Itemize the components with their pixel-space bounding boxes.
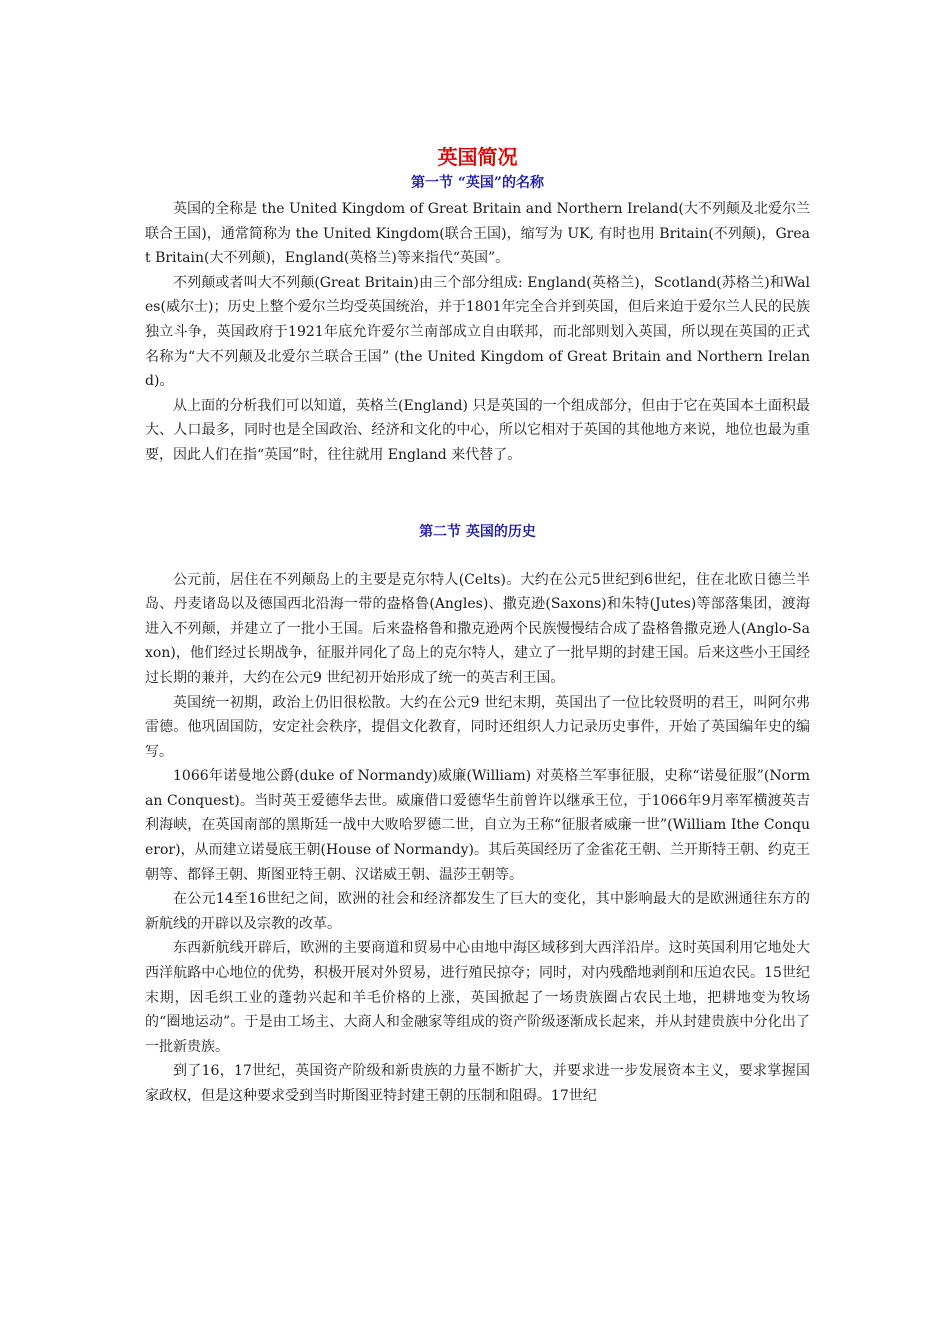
section-2-paragraph-6: 到了16，17世纪，英国资产阶级和新贵族的力量不断扩大，并要求进一步发展资本主义，要求掌握国家政权，但是这种要求受到当时斯图亚特封建王朝的压制和阻碍。17世纪 bbox=[145, 1063, 810, 1104]
document-body bbox=[145, 143, 810, 1109]
section-1-heading: 第一节 “英国”的名称 bbox=[411, 175, 544, 191]
section-2-paragraph-5: 东西新航线开辟后，欧洲的主要商道和贸易中心由地中海区域移到大西洋沿岸。这时英国利用它地处大西洋航路中心地位的优势，积极开展对外贸易，进行殖民掠夺；同时，对内残酷地剥削和压迫农民。15世纪末期，因毛织工业的蓬勃兴起和羊毛价格的上涨，英国掀起了一场贵族圈占农民土地，把耕地变为牧场的“圈地运动”。于是由工场主、大商人和金融家等组成的资产阶级逐渐成长起来，并从封建贵族中分化出了一批新贵族。 bbox=[145, 940, 810, 1055]
document-title: 英国简况 bbox=[437, 145, 518, 169]
section-2-paragraph-3: 1066年诺曼地公爵(duke of Normandy)威廉(William) 对英格兰军事征服，史称“诺曼征服”(Norman Conquest)。当时英王爱德华去世。威廉借口爱德华生前曾许以继承王位，于1066年9月率军横渡英吉利海峡，在英国南部的黑斯廷一战中大败哈罗德二世，自立为王称“征服者威廉一世”(William Ithe Conqueror)，从而建立诺曼底王朝(House of Normandy)。其后英国经历了金雀花王朝、兰开斯特王朝、约克王朝等、都铎王朝、斯图亚特王朝、汉诺威王朝、温莎王朝等。 bbox=[145, 768, 810, 883]
section-2-paragraph-2: 英国统一初期，政治上仍旧很松散。大约在公元9 世纪末期，英国出了一位比较贤明的君王，叫阿尔弗雷德。他巩固国防，安定社会秩序，提倡文化教育，同时还组织人力记录历史事件，开始了英国编年史的编写。 bbox=[145, 694, 810, 760]
section-1-paragraph-3: 从上面的分析我们可以知道，英格兰(England) 只是英国的一个组成部分，但由于它在英国本土面积最大、人口最多，同时也是全国政治、经济和文化的中心，所以它相对于英国的其他地方来说，地位也最为重要，因此人们在指“英国”时，往往就用 England 来代替了。 bbox=[145, 397, 810, 463]
section-2-paragraph-1: 公元前，居住在不列颠岛上的主要是克尔特人(Celts)。大约在公元5世纪到6世纪，住在北欧日德兰半岛、丹麦诸岛以及德国西北沿海一带的盎格鲁(Angles)、撒克逊(Saxons)和朱特(Jutes)等部落集团，渡海进入不列颠，并建立了一批小王国。后来盎格鲁和撒克逊两个民族慢慢结合成了盎格鲁撒克逊人(Anglo-Saxon)，他们经过长期战争，征服并同化了岛上的克尔特人，建立了一批早期的封建王国。后来这些小王国经过长期的兼并，大约在公元9 世纪初开始形成了统一的英吉利王国。 bbox=[145, 571, 810, 686]
section-1-paragraph-2: 不列颠或者叫大不列颠(Great Britain)由三个部分组成: England(英格兰)，Scotland(苏格兰)和Wales(威尔士)；历史上整个爱尔兰均受英国统治，并于1801年完全合并到英国，但后来迫于爱尔兰人民的民族独立斗争，英国政府于1921年底允许爱尔兰南部成立自由联邦，而北部则划入英国，所以现在英国的正式名称为“大不列颠及北爱尔兰联合王国” (the United Kingdom of Great Britain and Northern Ireland)。 bbox=[145, 274, 810, 390]
section-2-heading: 第二节 英国的历史 bbox=[419, 523, 536, 540]
section-2-paragraph-4: 在公元14至16世纪之间，欧洲的社会和经济都发生了巨大的变化，其中影响最大的是欧洲通往东方的新航线的开辟以及宗教的改革。 bbox=[145, 891, 810, 932]
section-1-paragraph-1: 英国的全称是 the United Kingdom of Great Britain and Northern Ireland(大不列颠及北爱尔兰联合王国)，通常简称为 the United Kingdom(联合王国)，缩写为 UK, 有时也用 Britain(不列颠)，Great Britain(大不列颠)，England(英格兰)等来指代“英国”。 bbox=[145, 201, 810, 267]
